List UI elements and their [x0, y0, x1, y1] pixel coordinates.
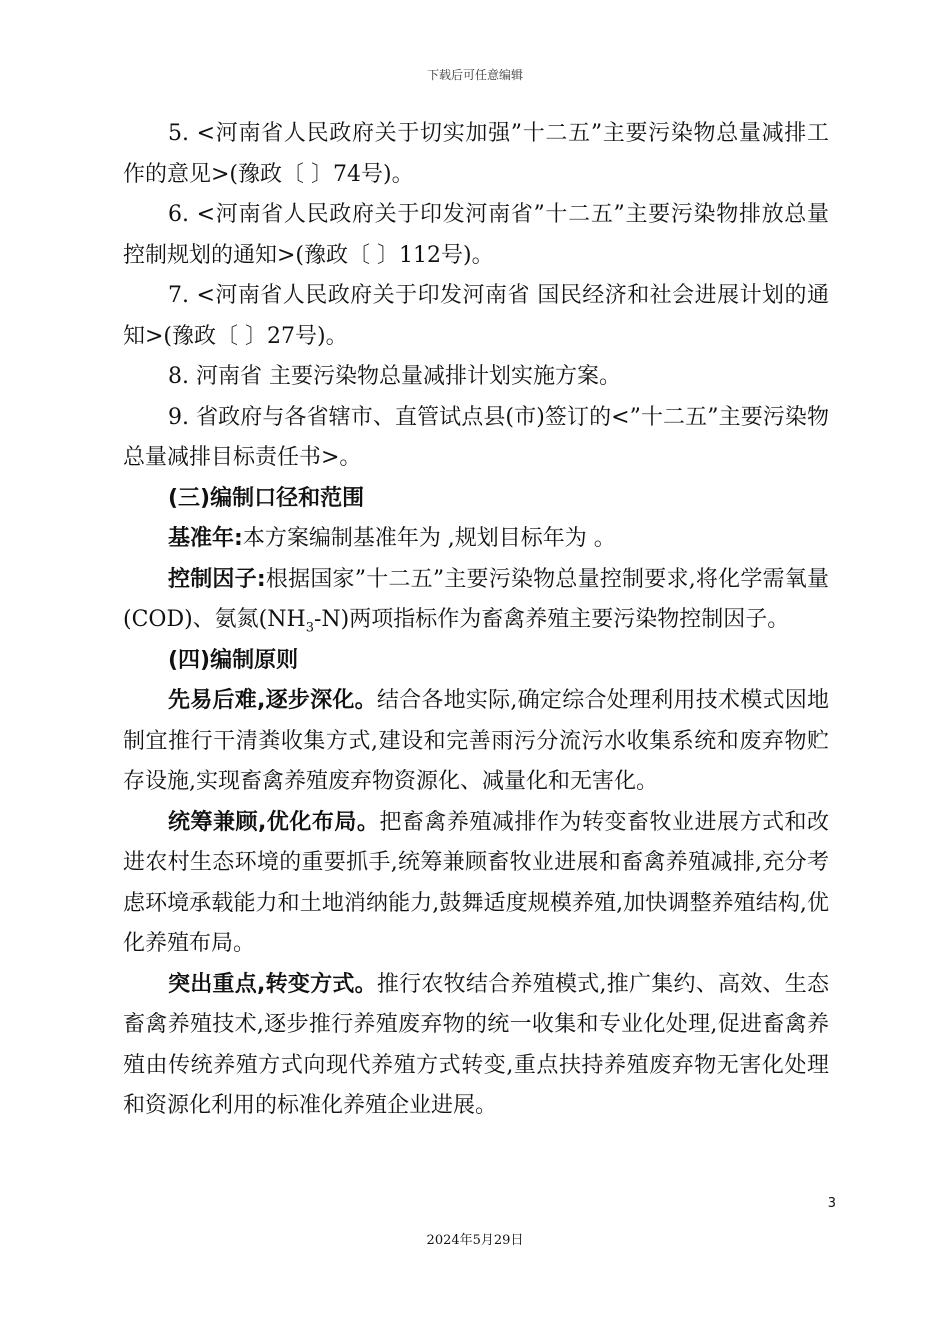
reference-item-5: 5. <河南省人民政府关于切实加强”十二五”主要污染物总量减排工作的意见>(豫政〔 〕74号)。: [123, 121, 829, 187]
control-factor-text-2: -N)两项指标作为畜禽养殖主要污染物控制因子。: [313, 607, 790, 632]
page-number: 3: [827, 1196, 836, 1211]
principle-label-1: 先易后难,逐步深化。: [168, 688, 377, 713]
principle-text-1: 结合各地实际,确定综合处理利用技术模式因地制宜推行干清粪收集方式,建设和完善雨污分流污水收集系统和废弃物贮存设施,实现畜禽养殖废弃物资源化、减量化和无害化。: [123, 688, 829, 794]
page-footer-date: 2024年5月29日: [426, 1233, 524, 1248]
control-factor-paragraph: [123, 560, 829, 641]
control-factor-text-1: 根据国家”十二五”主要污染物总量控制要求,将化学需氧量(COD)、氨氮(NH: [123, 566, 829, 632]
principle-text-3: 推行农牧结合养殖模式,推广集约、高效、生态畜禽养殖技术,逐步推行养殖废弃物的统一收集和专业化处理,促进畜禽养殖由传统养殖方式向现代养殖方式转变,重点扶持养殖废弃物无害化处理和资源化利用的标准化养殖企业进展。: [123, 971, 829, 1118]
principle-label-2: 统筹兼顾,优化布局。: [168, 809, 380, 835]
reference-item-7: 7. <河南省人民政府关于印发河南省 国民经济和社会进展计划的通知>(豫政〔 〕27号)。: [123, 283, 829, 349]
section-heading-scope: (三)编制口径和范围: [168, 485, 365, 511]
section-heading-principles: (四)编制原则: [168, 647, 299, 673]
principle-text-2: 把畜禽养殖减排作为转变畜牧业进展方式和改进农村生态环境的重要抓手,统筹兼顾畜牧业进展和畜禽养殖减排,充分考虑环境承载能力和土地消纳能力,鼓舞适度规模养殖,加快调整养殖结构,优化养殖布局。: [123, 809, 829, 956]
control-factor-subscript: 3: [305, 620, 314, 636]
base-year-text: 本方案编制基准年为 ,规划目标年为 。: [242, 526, 616, 551]
base-year-paragraph: [123, 519, 829, 560]
reference-item-8: 8. 河南省 主要污染物总量减排计划实施方案。: [168, 364, 621, 389]
control-factor-label: 控制因子:: [168, 566, 266, 592]
reference-item-6: 6. <河南省人民政府关于印发河南省”十二五”主要污染物排放总量控制规划的通知>(豫政〔 〕112号)。: [123, 202, 829, 268]
document-body: [123, 114, 829, 1127]
page-header: 下载后可任意编辑: [426, 68, 523, 82]
principle-label-3: 突出重点,转变方式。: [168, 971, 377, 997]
principle-paragraph-3: [123, 965, 829, 1127]
base-year-label: 基准年:: [168, 526, 243, 551]
principle-paragraph-2: [123, 803, 829, 965]
reference-item-9: 9. 省政府与各省辖市、直管试点县(市)签订的<”十二五”主要污染物总量减排目标责任书>。: [123, 404, 829, 470]
principle-paragraph-1: [123, 681, 829, 803]
